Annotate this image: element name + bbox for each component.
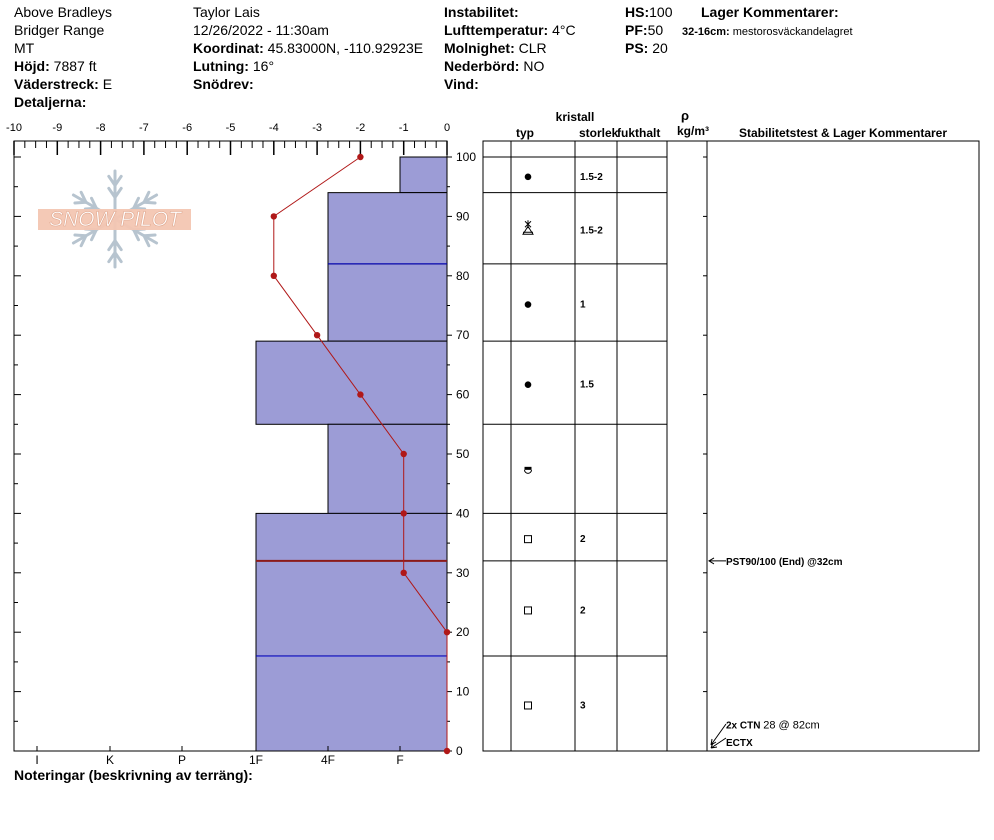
col-density-unit: kg/m³: [676, 124, 710, 138]
hardness-bar-5: [256, 513, 447, 561]
grain-square: [525, 702, 532, 709]
details-label: Detaljerna:: [14, 94, 87, 110]
hardness-bar-0: [400, 157, 447, 193]
temp-tick-label: -1: [398, 122, 409, 134]
grain-crust-arc: [525, 470, 532, 474]
temp-tick-label: -10: [6, 122, 22, 134]
temperature-point: [357, 154, 363, 160]
instability-label: Instabilitet:: [444, 4, 519, 20]
stability-test-label: ECTX: [726, 738, 753, 750]
temperature-point: [401, 570, 407, 576]
grain-crust-top: [525, 467, 532, 470]
grain-round-icon: [525, 381, 532, 388]
temp-tick-label: -5: [225, 122, 236, 134]
ps-value: 20: [652, 40, 668, 56]
layer-comment-range: 32-16cm:: [682, 26, 730, 38]
depth-tick-label: 30: [456, 565, 470, 580]
depth-tick-label: 80: [456, 268, 470, 283]
grain-dot: [525, 301, 532, 308]
snowflake-branch: [144, 235, 155, 236]
snowflake-branch: [144, 202, 155, 203]
elevation-label: Höjd:: [14, 58, 50, 74]
location-line-3: MT: [14, 40, 35, 56]
location-line-1: Above Bradleys: [14, 4, 113, 20]
temperature-point: [401, 510, 407, 516]
depth-tick-label: 20: [456, 625, 470, 640]
depth-tick-label: 70: [456, 328, 470, 343]
hardness-tick-label: 1F: [248, 753, 264, 767]
temperature-point: [357, 391, 363, 397]
grain-size: 1: [580, 299, 586, 311]
airtemp-value: 4°C: [552, 22, 576, 38]
grain-square: [525, 607, 532, 614]
notes-label: Noteringar (beskrivning av terräng):: [14, 767, 253, 783]
aspect-label: Väderstreck:: [14, 76, 99, 92]
temp-tick-label: -6: [182, 122, 193, 134]
datetime: 12/26/2022 - 11:30am: [193, 22, 329, 38]
depth-tick-label: 90: [456, 209, 470, 224]
temperature-point: [444, 748, 450, 754]
depth-tick-label: 50: [456, 447, 470, 461]
aspect-value: E: [102, 76, 113, 92]
stability-test-label: PST90/100 (End) @32cm: [726, 556, 843, 568]
hardness-tick-label: 4F: [320, 753, 336, 767]
col-moisture: fukthalt: [617, 126, 661, 140]
grain-size: 3: [580, 700, 586, 712]
snowflake-branch: [75, 235, 86, 236]
table-frame: [483, 141, 979, 751]
temperature-point: [271, 273, 277, 279]
hardness-tick-label: I: [35, 753, 39, 767]
temperature-point: [314, 332, 320, 338]
wind-label: Vind:: [444, 76, 479, 92]
airtemp-label: Lufttemperatur:: [444, 22, 549, 38]
stability-arrow: [709, 558, 726, 564]
grain-star: [525, 220, 531, 228]
temperature-point: [271, 213, 277, 219]
drift-label: Snödrev:: [193, 76, 254, 92]
layer-comments-title: Lager Kommentarer:: [701, 4, 839, 20]
grain-size: 1.5-2: [580, 171, 603, 183]
temp-tick-label: -7: [139, 122, 149, 134]
temp-tick-label: -4: [268, 122, 279, 134]
depth-tick-label: 100: [456, 150, 477, 164]
grain-size: 1.5-2: [580, 225, 603, 237]
col-crystal: kristall: [555, 110, 595, 124]
grain-graupel-icon: [523, 220, 533, 234]
grain-round-icon: [525, 174, 532, 181]
logo-text: SNOW PILOT: [49, 208, 181, 231]
temp-tick-label: -8: [95, 122, 106, 134]
hardness-tick-label: K: [105, 753, 115, 767]
snowpilot-logo: [38, 171, 191, 267]
observer: Taylor Lais: [193, 4, 260, 20]
hardness-tick-label: P: [177, 753, 187, 767]
grain-facet-icon: [525, 536, 532, 543]
ps-label: PS:: [625, 40, 649, 56]
temp-tick-label: -3: [312, 122, 322, 134]
sky-value: CLR: [518, 40, 547, 56]
depth-tick-label: 10: [456, 684, 470, 699]
col-rho: ρ: [680, 108, 690, 123]
pf-label: PF:: [625, 22, 648, 38]
depth-tick-label: 40: [456, 506, 470, 521]
grain-size: 2: [580, 605, 586, 617]
grain-size: 1.5: [580, 379, 594, 391]
coord-label: Koordinat:: [193, 40, 264, 56]
pf-value: 50: [647, 22, 664, 38]
precip-label: Nederbörd:: [444, 58, 520, 74]
grain-round-icon: [525, 301, 532, 308]
grain-size: 2: [580, 534, 586, 546]
hardness-bar-1: [328, 193, 447, 264]
slope-label: Lutning:: [193, 58, 249, 74]
grain-melt-crust-icon: [525, 467, 532, 474]
col-size: storlek: [579, 126, 619, 140]
grain-dot: [525, 381, 532, 388]
col-stability: Stabilitetstest & Lager Kommentarer: [738, 126, 948, 140]
hardness-bar-2: [328, 264, 447, 341]
col-type: typ: [516, 126, 534, 140]
hardness-bar-7: [256, 656, 447, 751]
hardness-bar-4: [328, 424, 447, 513]
grain-dot: [525, 174, 532, 181]
hardness-bar-6: [256, 561, 447, 656]
temp-tick-label: -2: [355, 122, 366, 134]
temperature-point: [401, 451, 407, 457]
temperature-point: [444, 629, 450, 635]
grain-facet-icon: [525, 607, 532, 614]
layer-comment-text: mestorosväckandelagret: [732, 26, 853, 38]
depth-tick-label: 60: [456, 387, 470, 402]
temp-tick-label: -9: [52, 122, 63, 134]
hardness-tick-label: F: [396, 753, 404, 767]
coord-value: 45.83000N, -110.92923E: [267, 40, 424, 56]
depth-tick-label: 0: [456, 744, 463, 758]
hs-label: HS:: [625, 4, 650, 20]
temp-tick-label: 0: [443, 122, 451, 134]
stability-arrow: [711, 724, 726, 748]
grain-square: [525, 536, 532, 543]
slope-value: 16°: [252, 58, 275, 74]
location-line-2: Bridger Range: [14, 22, 105, 38]
snowflake-branch: [75, 202, 86, 203]
precip-value: NO: [523, 58, 545, 74]
hs-value: 100: [649, 4, 673, 20]
grain-facet-icon: [525, 702, 532, 709]
elevation-value: 7887 ft: [53, 58, 97, 74]
sky-label: Molnighet:: [444, 40, 515, 56]
stability-test-label: 2x CTN 28 @ 82cm: [726, 719, 820, 732]
